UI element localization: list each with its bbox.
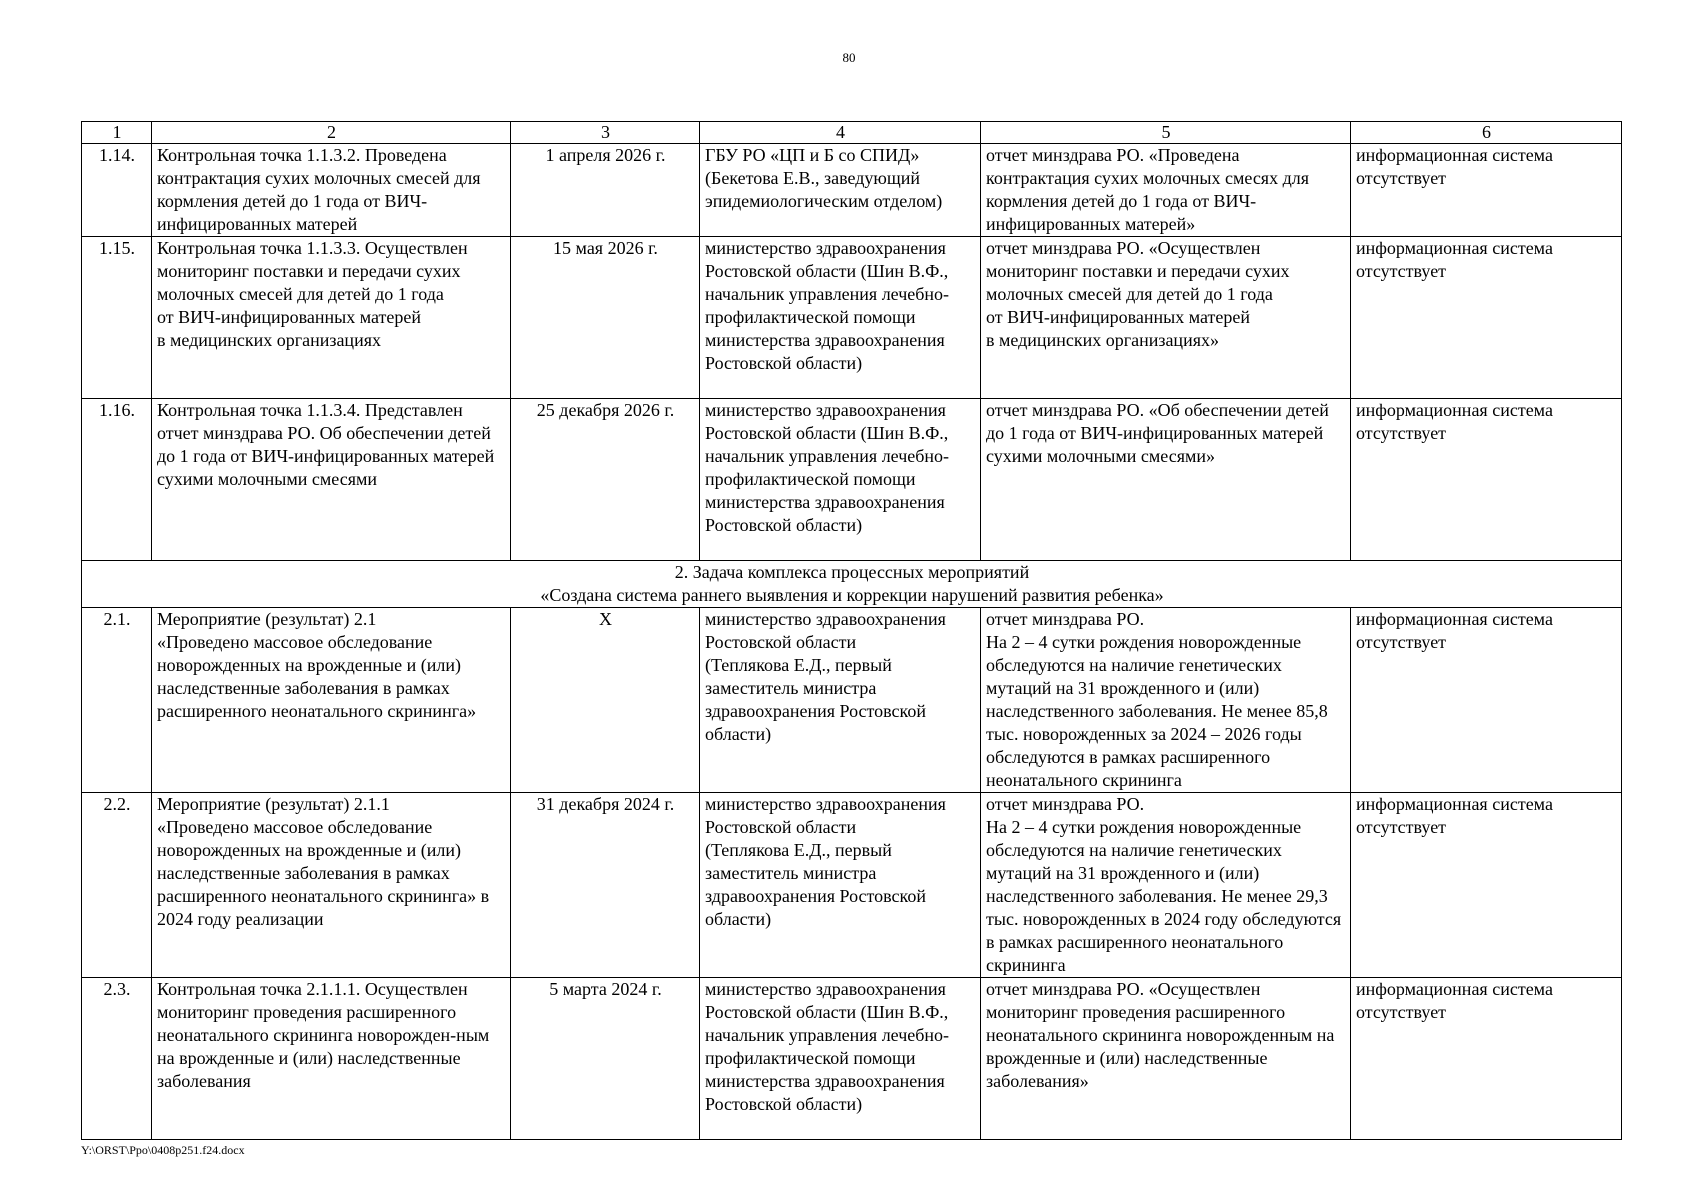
row-name: Контрольная точка 1.1.3.3. Осуществлен мониторинг поставки и передачи сухих молочных смесей для детей до 1 года от ВИЧ-инфицированных матерей в медицинских организациях bbox=[152, 237, 511, 399]
section-title: 2. Задача комплекса процессных мероприятий bbox=[674, 562, 1030, 582]
row-date: 25 декабря 2026 г. bbox=[511, 399, 700, 561]
row-name: Мероприятие (результат) 2.1.1 «Проведено массовое обследование новорожденных на врожденные и (или) наследственные заболевания в рамках расширенного неонатального скрининга» в 2024 году реализации bbox=[152, 793, 511, 978]
plan-table bbox=[81, 121, 1622, 1140]
table-header-row bbox=[82, 122, 1622, 144]
file-path-footer: Y:\ORST\Ppo\0408p251.f24.docx bbox=[81, 1143, 245, 1157]
row-name: Контрольная точка 2.1.1.1. Осуществлен мониторинг проведения расширенного неонатального скрининга новорожден-ным на врожденные и (или) наследственные заболевания bbox=[152, 978, 511, 1140]
row-number: 1.15. bbox=[82, 237, 152, 399]
row-number: 2.1. bbox=[82, 608, 152, 793]
row-date: 15 мая 2026 г. bbox=[511, 237, 700, 399]
row-system: информационная система отсутствует bbox=[1351, 399, 1622, 561]
row-responsible: ГБУ РО «ЦП и Б со СПИД» (Бекетова Е.В., заведующий эпидемиологическим отделом) bbox=[700, 144, 981, 237]
row-system: информационная система отсутствует bbox=[1351, 608, 1622, 793]
row-name: Мероприятие (результат) 2.1 «Проведено массовое обследование новорожденных на врожденные и (или) наследственные заболевания в рамках расширенного неонатального скрининга» bbox=[152, 608, 511, 793]
row-date: 1 апреля 2026 г. bbox=[511, 144, 700, 237]
row-number: 2.2. bbox=[82, 793, 152, 978]
row-document: отчет минздрава РО. «Осуществлен мониторинг проведения расширенного неонатального скрининга новорожденным на врожденные и (или) наследственные заболевания» bbox=[981, 978, 1351, 1140]
table-row bbox=[82, 399, 1622, 561]
row-document: отчет минздрава РО. «Осуществлен мониторинг поставки и передачи сухих молочных смесей для детей до 1 года от ВИЧ-инфицированных матерей в медицинских организациях» bbox=[981, 237, 1351, 399]
row-responsible: министерство здравоохранения Ростовской области (Шин В.Ф., начальник управления лечебно-профилактической помощи министерства здравоохранения Ростовской области) bbox=[700, 237, 981, 399]
header-cell: 2 bbox=[152, 122, 511, 144]
row-document: отчет минздрава РО. На 2 – 4 сутки рождения новорожденные обследуются на наличие генетических мутаций на 31 врожденного и (или) наследственного заболевания. Не менее 85,8 тыс. новорожденных за 2024 – 2026 годы обследуются в рамках расширенного неонатального скрининга bbox=[981, 608, 1351, 793]
page-number: 80 bbox=[842, 50, 856, 65]
table-row bbox=[82, 978, 1622, 1140]
table-row bbox=[82, 237, 1622, 399]
header-cell: 4 bbox=[700, 122, 981, 144]
table-row bbox=[82, 608, 1622, 793]
row-name: Контрольная точка 1.1.3.4. Представлен отчет минздрава РО. Об обеспечении детей до 1 года от ВИЧ-инфицированных матерей сухими молочными смесями bbox=[152, 399, 511, 561]
row-document: отчет минздрава РО. «Проведена контрактация сухих молочных смесях для кормления детей до 1 года от ВИЧ-инфицированных матерей» bbox=[981, 144, 1351, 237]
row-responsible: министерство здравоохранения Ростовской области (Шин В.Ф., начальник управления лечебно-профилактической помощи министерства здравоохранения Ростовской области) bbox=[700, 399, 981, 561]
section-subtitle: «Создана система раннего выявления и коррекции нарушений развития ребенка» bbox=[540, 585, 1164, 605]
row-number: 2.3. bbox=[82, 978, 152, 1140]
row-document: отчет минздрава РО. На 2 – 4 сутки рождения новорожденные обследуются на наличие генетических мутаций на 31 врожденного и (или) наследственного заболевания. Не менее 29,3 тыс. новорожденных в 2024 году обследуются в рамках расширенного неонатального скрининга bbox=[981, 793, 1351, 978]
header-cell: 6 bbox=[1351, 122, 1622, 144]
table-row bbox=[82, 793, 1622, 978]
row-responsible: министерство здравоохранения Ростовской области (Шин В.Ф., начальник управления лечебно-профилактической помощи министерства здравоохранения Ростовской области) bbox=[700, 978, 981, 1140]
row-date: 31 декабря 2024 г. bbox=[511, 793, 700, 978]
row-date: 5 марта 2024 г. bbox=[511, 978, 700, 1140]
row-name: Контрольная точка 1.1.3.2. Проведена контрактация сухих молочных смесей для кормления детей до 1 года от ВИЧ-инфицированных матерей bbox=[152, 144, 511, 237]
row-number: 1.16. bbox=[82, 399, 152, 561]
row-system: информационная система отсутствует bbox=[1351, 793, 1622, 978]
section-row bbox=[82, 561, 1622, 608]
row-document: отчет минздрава РО. «Об обеспечении детей до 1 года от ВИЧ-инфицированных матерей сухими молочными смесями» bbox=[981, 399, 1351, 561]
row-responsible: министерство здравоохранения Ростовской области (Теплякова Е.Д., первый заместитель министра здравоохранения Ростовской области) bbox=[700, 608, 981, 793]
row-system: информационная система отсутствует bbox=[1351, 144, 1622, 237]
section-heading bbox=[82, 561, 1622, 608]
row-system: информационная система отсутствует bbox=[1351, 978, 1622, 1140]
header-cell: 3 bbox=[511, 122, 700, 144]
row-responsible: министерство здравоохранения Ростовской области (Теплякова Е.Д., первый заместитель министра здравоохранения Ростовской области) bbox=[700, 793, 981, 978]
row-system: информационная система отсутствует bbox=[1351, 237, 1622, 399]
table-row bbox=[82, 144, 1622, 237]
row-date: Х bbox=[511, 608, 700, 793]
header-cell: 1 bbox=[82, 122, 152, 144]
row-number: 1.14. bbox=[82, 144, 152, 237]
header-cell: 5 bbox=[981, 122, 1351, 144]
